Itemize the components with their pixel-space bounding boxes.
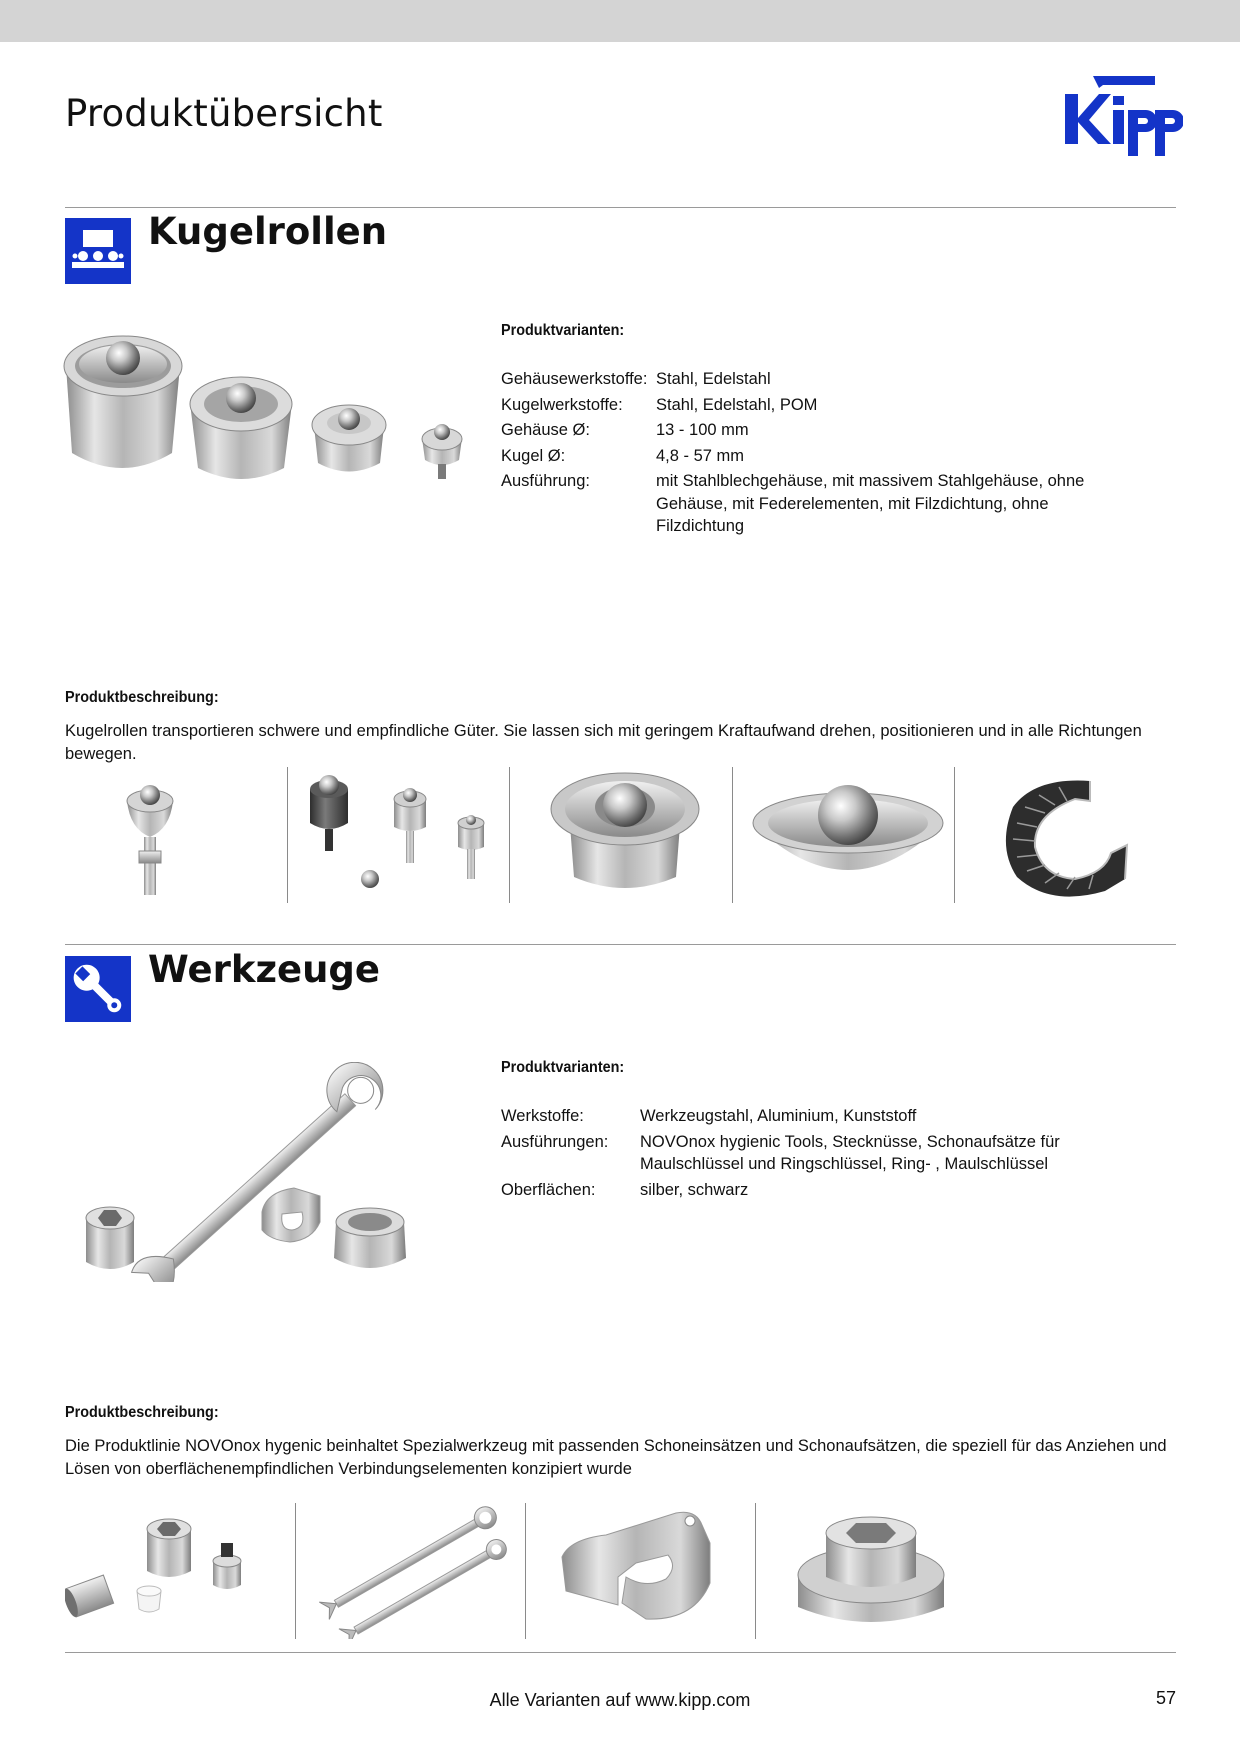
spec-row	[501, 1179, 1171, 1202]
spec-row	[501, 394, 1161, 417]
spec-row	[501, 419, 1161, 442]
spec-row	[501, 368, 1161, 391]
product-description: Die Produktlinie NOVOnox hygenic beinhaltet Spezialwerkzeug mit passenden Schoneinsätzen und Schonaufsätzen, die speziell für das Anziehen und Lösen von oberflächenempfindlichen Verbindungselementen konzipiert wurde	[65, 1437, 1167, 1478]
footer-divider	[65, 1652, 1176, 1653]
spec-table	[501, 368, 1161, 541]
spec-key: Ausführung:	[501, 472, 590, 490]
thumbnail-socket-set	[65, 1503, 295, 1639]
spec-value: silber, schwarz	[640, 1180, 749, 1199]
spec-row	[501, 470, 1161, 538]
ball-transfer-icon	[65, 218, 131, 284]
thumbnail-socket-insert	[755, 1503, 985, 1639]
spec-row	[501, 1131, 1171, 1176]
thumbnail-ball-transfer-flanged	[509, 767, 731, 903]
kipp-logo	[1063, 76, 1183, 162]
spec-key: Kugelwerkstoffe:	[501, 395, 623, 414]
spec-value: Stahl, Edelstahl, POM	[656, 395, 818, 414]
spec-key: Gehäuse Ø:	[501, 421, 590, 439]
spec-value: NOVOnox hygienic Tools, Stecknüsse, Schonaufsätze für Maulschlüssel und Ringschlüssel, Ring- , Maulschlüssel	[640, 1132, 1060, 1173]
product-description: Kugelrollen transportieren schwere und empfindliche Güter. Sie lassen sich mit geringem Kraftaufwand drehen, positionieren und in alle Richtungen bewegen.	[65, 722, 1142, 763]
top-bar	[0, 0, 1240, 42]
thumbnail-strip	[65, 1503, 1176, 1639]
spec-row	[501, 445, 1161, 468]
section-divider	[65, 944, 1176, 945]
variants-label: Produktvarianten:	[501, 1059, 625, 1076]
description-label: Produktbeschreibung:	[65, 689, 219, 706]
page-title: Produktübersicht	[65, 92, 383, 135]
thumbnail-spring-ring	[954, 767, 1176, 903]
spec-key: Oberflächen:	[501, 1180, 596, 1199]
thumbnail-combination-wrenches	[295, 1503, 525, 1639]
tools-image	[80, 1062, 460, 1282]
spec-row	[501, 1105, 1171, 1128]
thumbnail-strip	[65, 767, 1176, 903]
section-title: Kugelrollen	[148, 210, 388, 253]
description-label: Produktbeschreibung:	[65, 1404, 219, 1421]
ball-transfer-units-image	[62, 318, 472, 498]
variants-label: Produktvarianten:	[501, 322, 625, 339]
thumbnail-wrench-protector-cap	[525, 1503, 755, 1639]
thumbnail-ball-transfer-set	[287, 767, 509, 903]
wrench-icon	[65, 956, 131, 1022]
thumbnail-ball-transfer-stud	[65, 767, 287, 903]
spec-value: mit Stahlblechgehäuse, mit massivem Stahlgehäuse, ohne Gehäuse, mit Federelementen, mit Filzdichtung, ohne Filzdichtung	[656, 472, 1085, 535]
spec-value: Werkzeugstahl, Aluminium, Kunststoff	[640, 1107, 917, 1125]
section-title: Werkzeuge	[148, 948, 380, 991]
spec-key: Ausführungen:	[501, 1132, 609, 1151]
spec-value: 4,8 - 57 mm	[656, 446, 745, 465]
spec-key: Kugel Ø:	[501, 446, 566, 465]
page-number: 57	[1155, 1688, 1176, 1708]
spec-value: 13 - 100 mm	[656, 421, 749, 439]
spec-value: Stahl, Edelstahl	[656, 370, 771, 388]
spec-key: Gehäusewerkstoffe:	[501, 370, 648, 388]
section-divider	[65, 207, 1176, 208]
spec-table	[501, 1105, 1171, 1204]
thumbnail-ball-transfer-dome	[732, 767, 954, 903]
spec-key: Werkstoffe:	[501, 1107, 584, 1125]
footer-link[interactable]: Alle Varianten auf www.kipp.com	[489, 1690, 751, 1710]
